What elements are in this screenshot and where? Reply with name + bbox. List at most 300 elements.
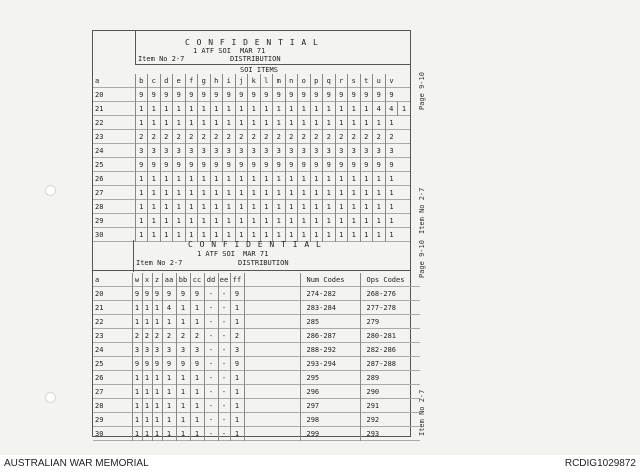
column-header: a (95, 76, 100, 85)
table-cell: 293-294 (300, 357, 360, 371)
column-header: Ops Codes (360, 273, 420, 287)
table-cell: 9 (348, 88, 361, 102)
table-cell: 9 (230, 287, 244, 301)
table-cell: 1 (152, 301, 162, 315)
table-cell: 1 (152, 413, 162, 427)
table-cell: 1 (135, 214, 148, 228)
column-header: x (142, 273, 152, 287)
row-label: 21 (95, 104, 104, 113)
table-cell: 3 (148, 144, 161, 158)
row-label: 27 (95, 387, 104, 396)
table-cell: 9 (298, 88, 311, 102)
table-cell: 2 (248, 130, 261, 144)
table-cell: 1 (273, 214, 286, 228)
table-cell: 9 (235, 88, 248, 102)
table-cell: 1 (360, 172, 373, 186)
table-cell: 1 (185, 228, 198, 242)
table-cell: 1 (160, 214, 173, 228)
table-cell: 289 (360, 371, 420, 385)
table-cell: 1 (348, 214, 361, 228)
table-cell: 3 (360, 144, 373, 158)
table-cell: 9 (176, 287, 190, 301)
table-cell (244, 301, 300, 315)
row-label: 22 (95, 317, 104, 326)
table-cell: 1 (323, 172, 336, 186)
table-cell: - (218, 287, 230, 301)
table-cell: 287-288 (360, 357, 420, 371)
table-cell: 2 (176, 329, 190, 343)
table-cell: 2 (160, 130, 173, 144)
table-cell: 9 (162, 287, 176, 301)
table-cell: 9 (310, 158, 323, 172)
table-cell: 1 (173, 186, 186, 200)
table-row (93, 343, 420, 357)
table-cell: 1 (190, 427, 204, 441)
table-cell: 9 (198, 158, 211, 172)
table-cell: 9 (298, 158, 311, 172)
table-cell: 1 (142, 315, 152, 329)
table-cell: 1 (285, 214, 298, 228)
table-cell: 9 (360, 158, 373, 172)
table-cell: 9 (173, 158, 186, 172)
soi-label: 1 ATF SOI (197, 250, 235, 258)
table-row (93, 427, 420, 441)
item-no: Item No 2-7 (136, 259, 183, 267)
column-header: f (185, 74, 198, 88)
table-cell: 9 (210, 88, 223, 102)
table-cell: 1 (373, 214, 386, 228)
table-cell: 2 (373, 130, 386, 144)
column-header: n (285, 74, 298, 88)
table-cell: 3 (135, 144, 148, 158)
table-cell: 1 (160, 186, 173, 200)
table-cell: 9 (373, 158, 386, 172)
table-cell: 3 (162, 343, 176, 357)
table-cell: 1 (348, 186, 361, 200)
table-cell: 3 (160, 144, 173, 158)
table-cell: 1 (260, 228, 273, 242)
row-label: 28 (95, 202, 104, 211)
table-cell: 268-276 (360, 287, 420, 301)
table-cell (244, 329, 300, 343)
table-cell: 1 (210, 228, 223, 242)
table-cell: 298 (300, 413, 360, 427)
table-cell: 9 (223, 158, 236, 172)
table-cell: 9 (185, 88, 198, 102)
table-cell: 3 (223, 144, 236, 158)
table-cell: 1 (273, 186, 286, 200)
table-cell: - (218, 357, 230, 371)
table-cell: 3 (273, 144, 286, 158)
table-cell: 1 (152, 315, 162, 329)
table-cell: 1 (173, 102, 186, 116)
table-cell: 1 (162, 427, 176, 441)
table-cell: 9 (260, 88, 273, 102)
table-cell: 1 (190, 371, 204, 385)
table-cell: 1 (160, 116, 173, 130)
column-header: Num Codes (300, 273, 360, 287)
table-cell: 1 (198, 214, 211, 228)
row-label: 29 (95, 415, 104, 424)
table-cell: 1 (223, 102, 236, 116)
table-cell: 1 (260, 200, 273, 214)
table-row (93, 130, 410, 144)
table-cell: 3 (348, 144, 361, 158)
date-label: MAR 71 (240, 47, 266, 55)
table-cell (244, 413, 300, 427)
table-cell: - (204, 343, 218, 357)
table-row (93, 200, 410, 214)
table-cell: 1 (310, 200, 323, 214)
table-cell: 1 (285, 200, 298, 214)
table-cell: 1 (176, 413, 190, 427)
table-row (93, 385, 420, 399)
table-cell: 1 (373, 200, 386, 214)
table-cell: 1 (185, 186, 198, 200)
table-cell (244, 357, 300, 371)
table-cell: 1 (385, 214, 398, 228)
table-cell: 9 (323, 88, 336, 102)
table-cell: 1 (223, 200, 236, 214)
column-header: w (132, 273, 142, 287)
table-cell (244, 287, 300, 301)
table-cell: 3 (285, 144, 298, 158)
table-cell: 1 (260, 102, 273, 116)
table-cell: 1 (298, 214, 311, 228)
table-cell: 2 (323, 130, 336, 144)
column-header: z (152, 273, 162, 287)
table-cell: 280-281 (360, 329, 420, 343)
table-cell: 9 (223, 88, 236, 102)
table-cell: 1 (323, 228, 336, 242)
table-cell: 2 (132, 329, 142, 343)
table-cell: 1 (210, 102, 223, 116)
table-cell: 2 (142, 329, 152, 343)
table-row (93, 315, 420, 329)
table-cell: 9 (235, 158, 248, 172)
soi-items-table (93, 74, 410, 242)
table-cell: 1 (198, 200, 211, 214)
row-label: 25 (95, 359, 104, 368)
table-cell: 9 (148, 158, 161, 172)
table-cell: 285 (300, 315, 360, 329)
table-cell: 9 (248, 158, 261, 172)
table-cell: 3 (176, 343, 190, 357)
table-cell (244, 371, 300, 385)
page-number-side: Page 9-10 (418, 240, 426, 278)
table-row (93, 116, 410, 130)
table-cell: 277-278 (360, 301, 420, 315)
table-cell: 1 (152, 371, 162, 385)
table-cell: - (218, 315, 230, 329)
table-row (93, 186, 410, 200)
column-header: d (160, 74, 173, 88)
table-cell: 1 (235, 214, 248, 228)
item-number-side: Item No 2-7 (418, 187, 426, 234)
table-cell: 3 (385, 144, 398, 158)
column-header: j (235, 74, 248, 88)
table-cell: 1 (198, 116, 211, 130)
table-cell: 2 (148, 130, 161, 144)
table-cell: 1 (260, 116, 273, 130)
table-cell: 9 (160, 158, 173, 172)
table-cell: 1 (348, 228, 361, 242)
table-cell: 1 (360, 200, 373, 214)
table-cell: 1 (323, 102, 336, 116)
table-cell: 9 (335, 88, 348, 102)
table-cell: 1 (185, 102, 198, 116)
table-cell: 1 (142, 371, 152, 385)
column-header: b (135, 74, 148, 88)
table-cell: 9 (335, 158, 348, 172)
table-cell: 1 (323, 186, 336, 200)
table-cell: 1 (135, 186, 148, 200)
table-cell: 2 (310, 130, 323, 144)
table-cell: 1 (348, 102, 361, 116)
table-cell: 4 (385, 102, 398, 116)
row-label: 30 (95, 429, 104, 438)
table-cell: 9 (142, 287, 152, 301)
table-cell: 1 (323, 214, 336, 228)
column-header: v (385, 74, 398, 88)
table-cell: 3 (198, 144, 211, 158)
table-cell: - (218, 399, 230, 413)
table-cell: 1 (223, 214, 236, 228)
table-cell: 1 (190, 385, 204, 399)
table-cell: 1 (248, 186, 261, 200)
table-header-row (93, 74, 410, 88)
table-cell: 1 (298, 228, 311, 242)
table-cell: - (204, 357, 218, 371)
table-cell: 1 (190, 301, 204, 315)
table-cell: - (204, 301, 218, 315)
table-cell: 295 (300, 371, 360, 385)
table-cell: 1 (385, 200, 398, 214)
table-cell: 1 (348, 200, 361, 214)
column-header: e (173, 74, 186, 88)
table-cell: 1 (335, 102, 348, 116)
table-cell: 1 (298, 186, 311, 200)
column-header: ee (218, 273, 230, 287)
table-cell: 1 (285, 228, 298, 242)
table-cell: 1 (142, 301, 152, 315)
table-cell: 1 (210, 214, 223, 228)
table-cell: 3 (310, 144, 323, 158)
column-header: i (223, 74, 236, 88)
column-header: aa (162, 273, 176, 287)
table-cell: 1 (235, 102, 248, 116)
table-cell: 293 (360, 427, 420, 441)
table-cell: 1 (176, 315, 190, 329)
table-cell: 9 (230, 357, 244, 371)
table-cell: 2 (298, 130, 311, 144)
column-header: m (273, 74, 286, 88)
table-cell: 1 (198, 186, 211, 200)
table-cell: - (218, 343, 230, 357)
table-row (93, 329, 420, 343)
table-cell: 2 (210, 130, 223, 144)
column-header: h (210, 74, 223, 88)
table-cell: 9 (190, 287, 204, 301)
table-cell: 290 (360, 385, 420, 399)
table-cell: 279 (360, 315, 420, 329)
table-cell: 1 (360, 186, 373, 200)
table-cell: 9 (323, 158, 336, 172)
row-label: 27 (95, 188, 104, 197)
table-cell: 1 (235, 172, 248, 186)
column-header: u (373, 74, 386, 88)
table-cell: 3 (373, 144, 386, 158)
row-label: 25 (95, 160, 104, 169)
table-cell: 9 (152, 357, 162, 371)
table-cell: 1 (148, 116, 161, 130)
table-cell: 1 (132, 413, 142, 427)
table-cell: 274-282 (300, 287, 360, 301)
table-cell: 3 (190, 343, 204, 357)
table-cell: 1 (248, 214, 261, 228)
table-cell: 1 (360, 228, 373, 242)
table-cell: 9 (132, 357, 142, 371)
table-cell: 1 (176, 371, 190, 385)
table-cell: 1 (235, 200, 248, 214)
table-cell: - (204, 329, 218, 343)
table-cell: 1 (185, 200, 198, 214)
table-cell: 2 (223, 130, 236, 144)
table-cell: 1 (373, 186, 386, 200)
table-cell: 1 (135, 228, 148, 242)
table-cell: 1 (142, 413, 152, 427)
table-cell: 2 (190, 329, 204, 343)
table-cell: 9 (385, 88, 398, 102)
table-cell: 3 (335, 144, 348, 158)
table-cell: 1 (260, 186, 273, 200)
table-cell: 1 (160, 200, 173, 214)
column-header: bb (176, 273, 190, 287)
table-row (93, 88, 410, 102)
table-cell: 1 (230, 315, 244, 329)
table-cell: 296 (300, 385, 360, 399)
table-cell: 1 (285, 116, 298, 130)
table-cell: 1 (323, 116, 336, 130)
table-cell: 1 (310, 186, 323, 200)
table-cell: 9 (360, 88, 373, 102)
table-cell: 1 (298, 172, 311, 186)
table-cell: 1 (190, 399, 204, 413)
column-header: s (348, 74, 361, 88)
table-cell: 1 (360, 116, 373, 130)
table-cell: 1 (310, 172, 323, 186)
row-label: 20 (95, 90, 104, 99)
table-cell: 2 (152, 329, 162, 343)
table-cell: 3 (235, 144, 248, 158)
table-cell: 283-284 (300, 301, 360, 315)
table-cell: 9 (385, 158, 398, 172)
confidential-title: C O N F I D E N T I A L (185, 38, 319, 47)
table-cell: 286-287 (300, 329, 360, 343)
soi-items-label: SOI ITEMS (240, 66, 278, 74)
table-cell: 1 (230, 413, 244, 427)
table-cell: 9 (160, 88, 173, 102)
table-cell: 1 (385, 228, 398, 242)
table-cell: 1 (198, 172, 211, 186)
table-cell: 1 (248, 200, 261, 214)
table-cell: 9 (176, 357, 190, 371)
table-cell: 1 (210, 116, 223, 130)
table-cell: 1 (360, 102, 373, 116)
table-cell: 1 (335, 228, 348, 242)
table-cell: 4 (373, 102, 386, 116)
table-cell: 2 (360, 130, 373, 144)
table-cell: 1 (285, 186, 298, 200)
column-header: o (298, 74, 311, 88)
row-label: 29 (95, 216, 104, 225)
row-label: 23 (95, 331, 104, 340)
table-cell: 1 (248, 116, 261, 130)
table-row (93, 214, 410, 228)
date-label: MAR 71 (243, 250, 269, 258)
table-cell: 1 (162, 315, 176, 329)
column-header: a (95, 275, 100, 284)
table-cell: 1 (335, 186, 348, 200)
table-cell: 9 (198, 88, 211, 102)
table-cell: - (218, 371, 230, 385)
table-cell: 1 (273, 200, 286, 214)
row-label: 22 (95, 118, 104, 127)
table-cell: 1 (190, 315, 204, 329)
table-cell: 2 (185, 130, 198, 144)
table-cell: 1 (310, 102, 323, 116)
table-cell: - (218, 329, 230, 343)
page-number-side: Page 9-10 (418, 72, 426, 110)
table-cell: 1 (173, 172, 186, 186)
table-cell: 1 (132, 399, 142, 413)
table-row (93, 172, 410, 186)
table-cell: 1 (285, 102, 298, 116)
table-cell: 9 (190, 357, 204, 371)
table-cell: 1 (235, 228, 248, 242)
table-cell: 9 (142, 357, 152, 371)
distribution-label: DISTRIBUTION (230, 55, 281, 63)
table-cell: 1 (132, 427, 142, 441)
table-cell: 1 (298, 116, 311, 130)
table-cell: 1 (135, 102, 148, 116)
item-number-side: Item No 2-7 (418, 389, 426, 436)
distribution-label: DISTRIBUTION (238, 259, 289, 267)
table-cell: 1 (248, 102, 261, 116)
table-cell: 1 (310, 214, 323, 228)
table-cell: 3 (260, 144, 273, 158)
column-header: l (260, 74, 273, 88)
footer-id: RCDIG1029872 (564, 458, 636, 469)
table-row (93, 102, 410, 116)
table-cell: 288-292 (300, 343, 360, 357)
table-cell: 9 (135, 158, 148, 172)
table-cell: 3 (298, 144, 311, 158)
table-cell: 299 (300, 427, 360, 441)
table-cell: 1 (223, 228, 236, 242)
table-cell: - (218, 413, 230, 427)
table-cell: 2 (198, 130, 211, 144)
table-cell: 9 (285, 88, 298, 102)
column-header: k (248, 74, 261, 88)
table-cell: 9 (173, 88, 186, 102)
table-cell: 2 (173, 130, 186, 144)
table-cell: 3 (185, 144, 198, 158)
table-cell: 1 (135, 172, 148, 186)
table-cell: 1 (230, 371, 244, 385)
column-header: p (310, 74, 323, 88)
archive-footer (0, 455, 640, 472)
